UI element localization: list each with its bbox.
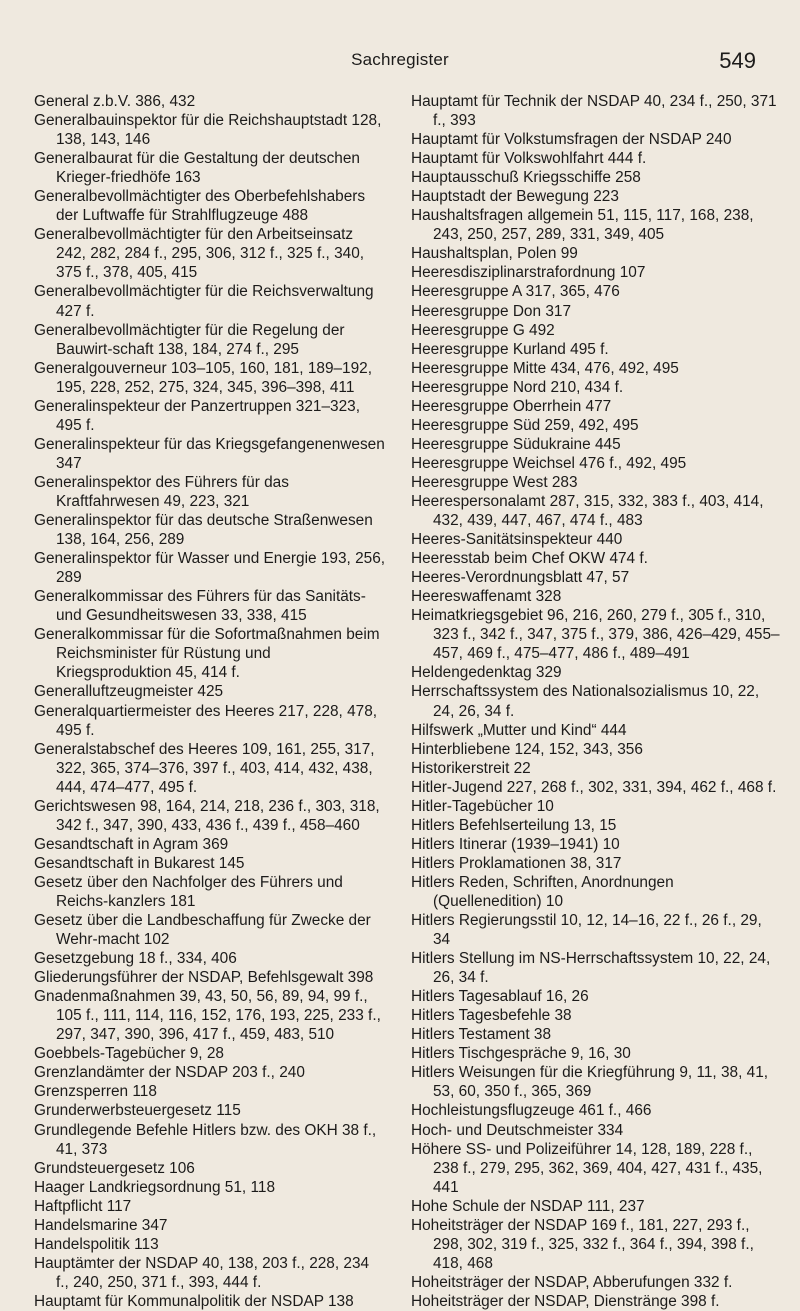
index-entry: Generalkommissar für die Sofortmaßnahmen beim Reichsminister für Rüstung und Kriegsproduktion 45, 414 f. [34,626,380,682]
index-entry: Heeresgruppe Süd 259, 492, 495 [411,416,639,434]
index-entry: Hauptausschuß Kriegsschiffe 258 [411,169,641,187]
index-entry: Haftpflicht 117 [34,1197,132,1215]
index-entry: Goebbels-Tagebücher 9, 28 [34,1045,224,1063]
index-entry: Handelsmarine 347 [34,1216,168,1234]
index-entry: Hitlers Tagesablauf 16, 26 [411,988,589,1006]
index-entry: Generalbevollmächtigter für die Reichsverwaltung 427 f. [34,283,374,320]
page-number: 549 [719,48,756,73]
index-entry: Generalbauinspektor für die Reichshauptstadt 128, 138, 143, 146 [34,112,382,149]
index-entry: Generalbevollmächtigter für den Arbeitseinsatz 242, 282, 284 f., 295, 306, 312 f., 325 f., 340, 375 f., 378, 405, 415 [34,226,365,282]
index-entry: Hitlers Weisungen für die Kriegführung 9, 11, 38, 41, 53, 60, 350 f., 365, 369 [411,1064,769,1101]
index-entry: Historikerstreit 22 [411,759,531,777]
index-entry: Herrschaftssystem des Nationalsozialismus 10, 22, 24, 26, 34 f. [411,683,760,720]
index-entry: Hinterbliebene 124, 152, 343, 356 [411,740,643,758]
index-entry: Hoheitsträger der NSDAP, Dienstränge 398 f. [411,1292,720,1310]
index-entry: Generalstabschef des Heeres 109, 161, 255, 317, 322, 365, 374–376, 397 f., 403, 414, 432, 438, 444, 474–477, 495 f. [34,740,375,796]
index-entry: Generalinspektor des Führers für das Kraftfahrwesen 49, 223, 321 [34,473,289,510]
index-entry: Heeres-Verordnungsblatt 47, 57 [411,569,630,587]
index-entry: Hitlers Testament 38 [411,1026,552,1044]
index-entry: Generalinspekteur für das Kriegsgefangenenwesen 347 [34,435,385,472]
index-entry: Hauptamt für Kommunalpolitik der NSDAP 138 [34,1292,354,1310]
index-entry: Generalbaurat für die Gestaltung der deutschen Krieger-friedhöfe 163 [34,150,360,187]
index-entry: Hitler-Tagebücher 10 [411,797,554,815]
index-entry: Hoch- und Deutschmeister 334 [411,1121,624,1139]
index-entry: Gesetz über den Nachfolger des Führers und Reichs-kanzlers 181 [34,873,343,910]
index-entry: Hitlers Proklamationen 38, 317 [411,854,622,872]
index-entry: Haushaltsplan, Polen 99 [411,245,578,263]
index-entry: Heeresgruppe A 317, 365, 476 [411,283,620,301]
index-entry: Generalbevollmächtigter des Oberbefehlshabers der Luftwaffe für Strahlflugzeuge 488 [34,188,366,225]
index-entry: Heeresgruppe West 283 [411,473,578,491]
index-entry: Generalluftzeugmeister 425 [34,683,224,701]
index-entry: Hochleistungsflugzeuge 461 f., 466 [411,1102,652,1120]
index-entry: Hitlers Regierungsstil 10, 12, 14–16, 22 f., 26 f., 29, 34 [411,912,762,949]
running-title: Sachregister [351,50,449,69]
index-entry: Hitlers Tagesbefehle 38 [411,1007,572,1025]
index-column-left [34,92,386,1311]
index-entry: Heeresdisziplinarstrafordnung 107 [411,264,646,282]
index-entry: Heldengedenktag 329 [411,664,562,682]
index-entry: Haager Landkriegsordnung 51, 118 [34,1178,276,1196]
index-entry: Grunderwerbsteuergesetz 115 [34,1102,241,1120]
index-entry: Handelspolitik 113 [34,1235,159,1253]
index-entry: Generalinspekteur der Panzertruppen 321–323, 495 f. [34,397,360,434]
index-entry: Gnadenmaßnahmen 39, 43, 50, 56, 89, 94, 99 f., 105 f., 111, 114, 116, 152, 176, 193, 225, 233 f., 297, 347, 390, 396, 417 f., 459, 483, 510 [34,988,381,1044]
index-entry: Grenzlandämter der NSDAP 203 f., 240 [34,1064,305,1082]
index-entry: Hauptamt für Technik der NSDAP 40, 234 f., 250, 371 f., 393 [411,93,777,130]
index-entry: Hauptamt für Volkswohlfahrt 444 f. [411,150,647,168]
index-entry: Hauptamt für Volkstumsfragen der NSDAP 240 [411,131,732,149]
index-entry: Hauptstadt der Bewegung 223 [411,188,619,206]
index-entry: Hitlers Stellung im NS-Herrschaftssystem 10, 22, 24, 26, 34 f. [411,950,771,987]
index-entry: Generalquartiermeister des Heeres 217, 228, 478, 495 f. [34,702,378,739]
index-entry: Heeresgruppe G 492 [411,321,555,339]
index-entry: Hauptämter der NSDAP 40, 138, 203 f., 228, 234 f., 240, 250, 371 f., 393, 444 f. [34,1254,370,1291]
index-entry: Hitlers Itinerar (1939–1941) 10 [411,835,620,853]
index-entry: Heeresgruppe Oberrhein 477 [411,397,612,415]
index-entry: Hitlers Reden, Schriften, Anordnungen (Quellenedition) 10 [411,873,674,910]
index-entry: Hitlers Befehlserteilung 13, 15 [411,816,617,834]
index-entry: Heereswaffenamt 328 [411,588,562,606]
index-entry: Hoheitsträger der NSDAP, Abberufungen 332 f. [411,1273,733,1291]
index-entry: Heeresgruppe Don 317 [411,302,572,320]
page-header [0,40,800,80]
index-entry: Hitler-Jugend 227, 268 f., 302, 331, 394, 462 f., 468 f. [411,778,777,796]
index-entry: Generalinspektor für Wasser und Energie 193, 256, 289 [34,550,386,587]
index-entry: Heeres-Sanitätsinspekteur 440 [411,531,623,549]
index-entry: Heeresgruppe Mitte 434, 476, 492, 495 [411,359,679,377]
index-entry: Haushaltsfragen allgemein 51, 115, 117, 168, 238, 243, 250, 257, 289, 331, 349, 405 [411,207,754,244]
index-entry: Hohe Schule der NSDAP 111, 237 [411,1197,645,1215]
index-entry: Hilfswerk „Mutter und Kind“ 444 [411,721,627,739]
index-entry: Heerespersonalamt 287, 315, 332, 383 f., 403, 414, 432, 439, 447, 467, 474 f., 483 [411,492,764,530]
index-entry: Heeresgruppe Kurland 495 f. [411,340,609,358]
index-entry: Gliederungsführer der NSDAP, Befehlsgewalt 398 [34,969,374,987]
index-entry: Heeresgruppe Weichsel 476 f., 492, 495 [411,454,687,472]
index-entry: Heimatkriegsgebiet 96, 216, 260, 279 f., 305 f., 310, 323 f., 342 f., 347, 375 f., 379, 386, 426–429, 455–457, 469 f., 475–477, 486 f., 489–491 [411,607,780,663]
index-entry: Generalgouverneur 103–105, 160, 181, 189–192, 195, 228, 252, 275, 324, 345, 396–398, 411 [34,359,373,396]
index-column-right [411,92,781,1311]
index-entry: Hoheitsträger der NSDAP 169 f., 181, 227, 293 f., 298, 302, 319 f., 325, 332 f., 364 f., 394, 398 f., 418, 468 [411,1216,754,1272]
index-entry: Gesandtschaft in Agram 369 [34,835,229,853]
index-entry: Heeresstab beim Chef OKW 474 f. [411,550,648,568]
index-entry: Gesetz über die Landbeschaffung für Zwecke der Wehr-macht 102 [34,912,371,949]
index-entry: Heeresgruppe Nord 210, 434 f. [411,378,624,396]
index-entry: Heeresgruppe Südukraine 445 [411,435,621,453]
index-entry: Generalkommissar des Führers für das Sanitäts- und Gesundheitswesen 33, 338, 415 [34,588,366,625]
index-entry: Grenzsperren 118 [34,1083,157,1101]
index-entry: Grundlegende Befehle Hitlers bzw. des OKH 38 f., 41, 373 [34,1121,377,1158]
index-entry: Generalbevollmächtigter für die Regelung der Bauwirt-schaft 138, 184, 274 f., 295 [34,321,345,358]
index-entry: Höhere SS- und Polizeiführer 14, 128, 189, 228 f., 238 f., 279, 295, 362, 369, 404, 427, 431 f., 435, 441 [411,1140,763,1196]
index-entry: General z.b.V. 386, 432 [34,93,196,110]
index-entry: Generalinspektor für das deutsche Straßenwesen 138, 164, 256, 289 [34,512,373,549]
index-entry: Gerichtswesen 98, 164, 214, 218, 236 f., 303, 318, 342 f., 347, 390, 433, 436 f., 439 f., 458–460 [34,797,380,834]
index-entry: Hitlers Tischgespräche 9, 16, 30 [411,1045,631,1063]
index-entry: Gesandtschaft in Bukarest 145 [34,854,245,872]
index-entry: Grundsteuergesetz 106 [34,1159,195,1177]
index-entry: Gesetzgebung 18 f., 334, 406 [34,950,237,968]
